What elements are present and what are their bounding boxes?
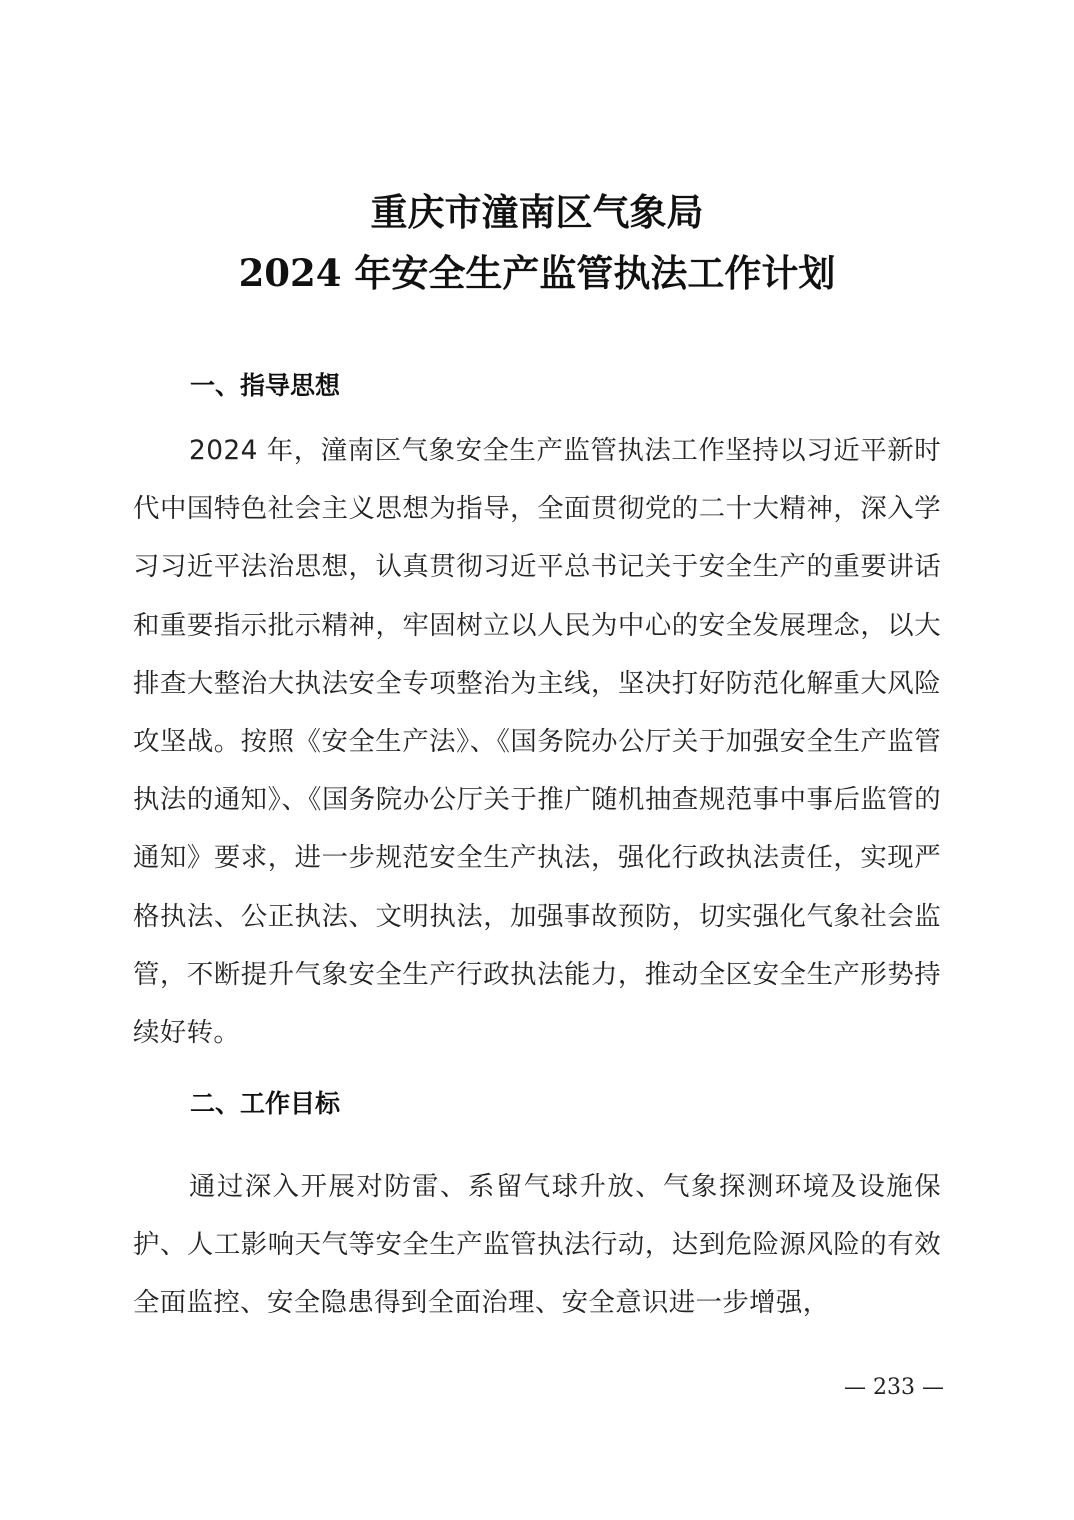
section-paragraph-guiding-ideology: 2024 年，潼南区气象安全生产监管执法工作坚持以习近平新时代中国特色社会主义思想为指导，全面贯彻党的二十大精神，深入学习习近平法治思想，认真贯彻习近平总书记关于安全生产的重要讲话和重要指示批示精神，牢固树立以人民为中心的安全发展理念，以大排查大整治大执法安全专项整治为主线，坚决打好防范化解重大风险攻坚战。按照《安全生产法》、《国务院办公厅关于加强安全生产监管执法的通知》、《国务院办公厅关于推广随机抽查规范事中事后监管的通知》要求，进一步规范安全生产执法，强化行政执法责任，实现严格执法、公正执法、文明执法，加强事故预防，切实强化气象社会监管，不断提升气象安全生产行政执法能力，推动全区安全生产形势持续好转。 <box>133 435 941 1049</box>
document-title-line-2: 2024 年安全生产监管执法工作计划 <box>238 251 836 295</box>
document-title-line-1: 重庆市潼南区气象局 <box>370 190 704 234</box>
section-paragraph-work-goals: 通过深入开展对防雷、系留气球升放、气象探测环境及设施保护、人工影响天气等安全生产监管执法行动，达到危险源风险的有效全面监控、安全隐患得到全面治理、安全意识进一步增强， <box>133 1171 941 1319</box>
section-heading-guiding-ideology: 一、指导思想 <box>190 371 341 400</box>
section-heading-work-goals: 二、工作目标 <box>190 1089 341 1118</box>
page-number: — 233 — <box>844 1375 944 1400</box>
